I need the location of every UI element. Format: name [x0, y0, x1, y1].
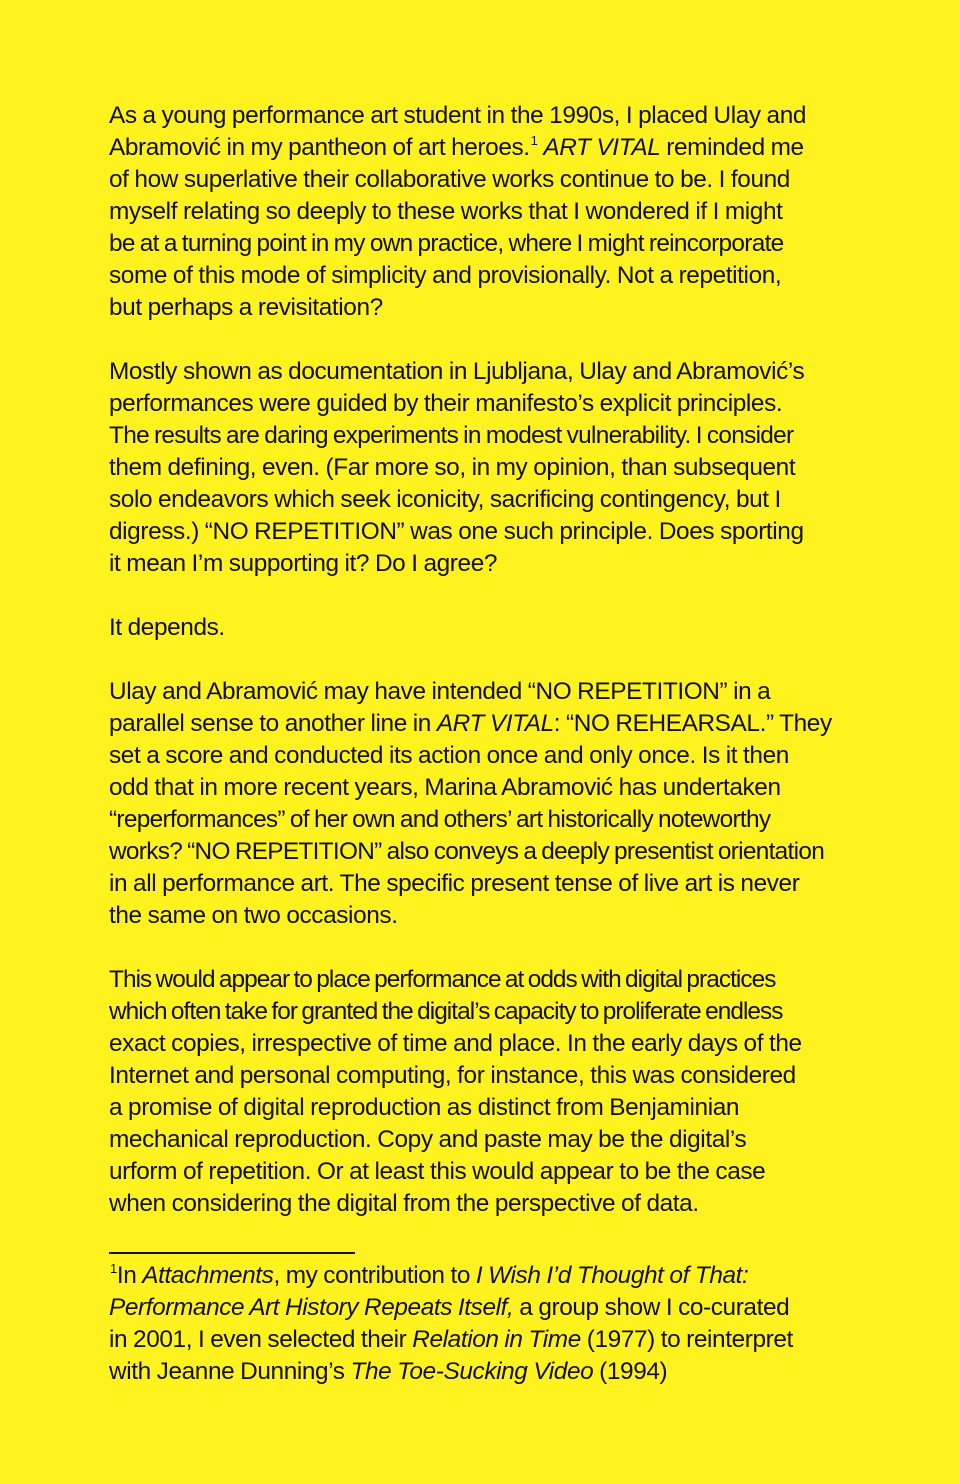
text-run: Abramović in my pantheon of art heroes. — [109, 134, 530, 161]
text-line — [109, 484, 884, 516]
italic-title: ART VITAL — [543, 134, 661, 161]
text-line — [109, 356, 884, 388]
text-run: mechanical reproduction. Copy and paste may be the digital’s — [109, 1126, 747, 1153]
italic-title: ART VITAL — [436, 710, 554, 737]
text-run: solo endeavors which seek iconicity, sacrificing contingency, but I — [109, 486, 781, 513]
text-run: (1977) to reinterpret — [580, 1326, 793, 1353]
text-line — [109, 132, 884, 164]
text-run: (1994) — [593, 1358, 668, 1385]
text-line — [109, 420, 884, 452]
text-line — [109, 1188, 884, 1220]
italic-title: The Toe-Sucking Video — [350, 1358, 594, 1385]
footnote — [109, 1260, 884, 1388]
text-run: This would appear to place performance at odds with digital practices — [109, 966, 776, 993]
text-line — [109, 772, 884, 804]
text-line — [109, 1292, 884, 1324]
text-run: , my contribution to — [273, 1262, 476, 1289]
text-run: with Jeanne Dunning’s — [109, 1358, 351, 1385]
text-line — [109, 260, 884, 292]
text-line — [109, 452, 884, 484]
text-run: parallel sense to another line in — [109, 710, 437, 737]
text-run: In — [116, 1262, 143, 1289]
text-line — [109, 196, 884, 228]
text-line — [109, 548, 884, 580]
text-run: odd that in more recent years, Marina Abramović has undertaken — [109, 774, 781, 801]
text-line — [109, 292, 884, 324]
text-run: works? “NO REPETITION” also conveys a deeply presentist orientation — [109, 838, 825, 865]
text-run: : “NO REHEARSAL.” They — [553, 710, 832, 737]
text-run: digress.) “NO REPETITION” was one such principle. Does sporting — [109, 518, 804, 545]
text-line — [109, 1324, 884, 1356]
text-run: It depends. — [109, 614, 225, 641]
text-line — [109, 964, 884, 996]
text-line — [109, 612, 884, 644]
text-line — [109, 900, 884, 932]
text-run: myself relating so deeply to these works that I wondered if I might — [109, 198, 783, 225]
text-run: Mostly shown as documentation in Ljubljana, Ulay and Abramović’s — [109, 358, 805, 385]
paragraph — [109, 100, 884, 324]
text-line — [109, 1092, 884, 1124]
text-run: which often take for granted the digital’s capacity to proliferate endless — [109, 998, 783, 1025]
text-line — [109, 1060, 884, 1092]
text-run: when considering the digital from the perspective of data. — [109, 1190, 699, 1217]
text-line — [109, 836, 884, 868]
text-run: exact copies, irrespective of time and place. In the early days of the — [109, 1030, 802, 1057]
text-run: some of this mode of simplicity and provisionally. Not a repetition, — [109, 262, 782, 289]
text-run: the same on two occasions. — [109, 902, 398, 929]
text-run: set a score and conducted its action once and only once. Is it then — [109, 742, 789, 769]
text-line — [109, 804, 884, 836]
text-run: Internet and personal computing, for instance, this was considered — [109, 1062, 796, 1089]
text-line — [109, 868, 884, 900]
paragraph — [109, 676, 884, 932]
text-run: be at a turning point in my own practice, where I might reincorporate — [109, 230, 784, 257]
paragraph — [109, 356, 884, 580]
text-line — [109, 164, 884, 196]
text-run: performances were guided by their manifesto’s explicit principles. — [109, 390, 783, 417]
text-run: a group show I co-curated — [513, 1294, 790, 1321]
footnote-marker: 1 — [110, 1261, 117, 1276]
italic-title: Performance Art History Repeats Itself, — [109, 1294, 514, 1321]
text-line — [109, 1260, 884, 1292]
essay-body — [109, 100, 884, 1220]
footnote-marker: 1 — [530, 133, 538, 148]
text-run: As a young performance art student in the 1990s, I placed Ulay and — [109, 102, 807, 129]
text-line — [109, 740, 884, 772]
paragraph — [109, 612, 884, 644]
text-line — [109, 676, 884, 708]
text-line — [109, 1028, 884, 1060]
text-run: them defining, even. (Far more so, in my opinion, than subsequent — [109, 454, 796, 481]
text-run: it mean I’m supporting it? Do I agree? — [109, 550, 498, 577]
text-line — [109, 1356, 884, 1388]
text-run: of how superlative their collaborative works continue to be. I found — [109, 166, 790, 193]
text-line — [109, 1156, 884, 1188]
paragraph — [109, 964, 884, 1220]
text-run: but perhaps a revisitation? — [109, 294, 383, 321]
text-run: in 2001, I even selected their — [109, 1326, 413, 1353]
text-line — [109, 1124, 884, 1156]
text-run: urform of repetition. Or at least this would appear to be the case — [109, 1158, 766, 1185]
text-line — [109, 100, 884, 132]
text-run: The results are daring experiments in modest vulnerability. I consider — [109, 422, 794, 449]
text-line — [109, 516, 884, 548]
italic-title: Relation in Time — [412, 1326, 581, 1353]
text-line — [109, 996, 884, 1028]
text-run: reminded me — [660, 134, 804, 161]
text-run: Ulay and Abramović may have intended “NO REPETITION” in a — [109, 678, 771, 705]
footnote-divider — [109, 1252, 355, 1254]
italic-title: I Wish I’d Thought of That: — [475, 1262, 749, 1289]
text-page — [109, 100, 884, 1388]
text-run: in all performance art. The specific present tense of live art is never — [109, 870, 800, 897]
italic-title: Attachments — [142, 1262, 274, 1289]
text-run: “reperformances” of her own and others’ art historically noteworthy — [109, 806, 771, 833]
text-run: a promise of digital reproduction as distinct from Benjaminian — [109, 1094, 740, 1121]
text-line — [109, 228, 884, 260]
text-line — [109, 388, 884, 420]
text-line — [109, 708, 884, 740]
